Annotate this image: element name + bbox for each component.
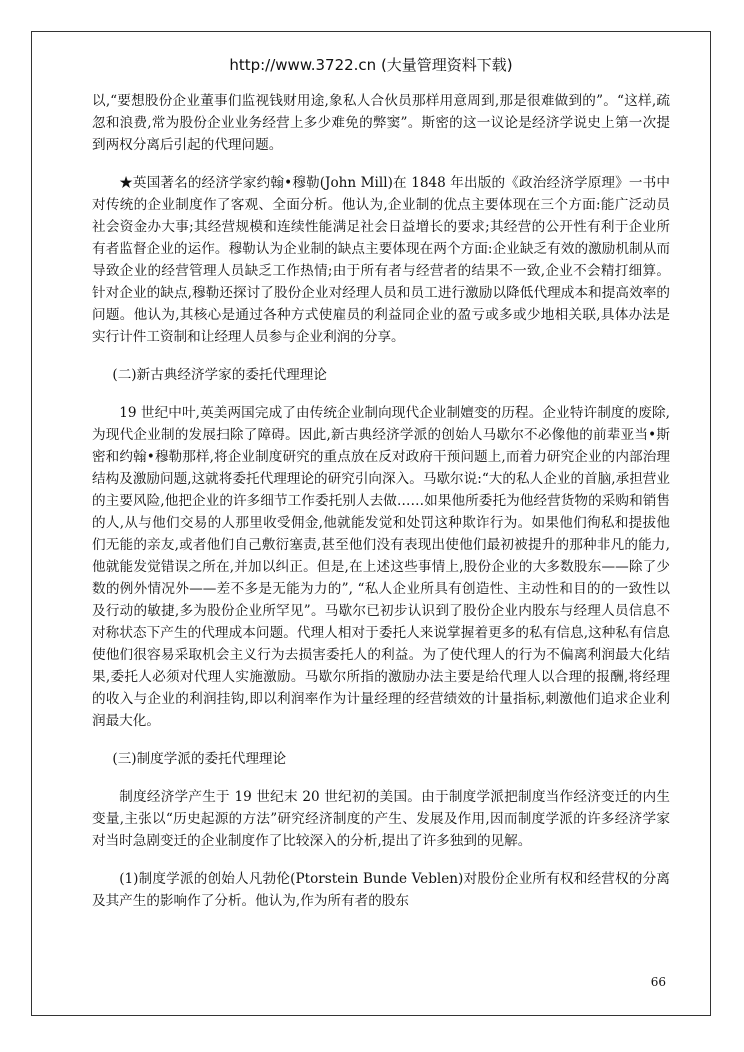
page-frame xyxy=(31,31,711,1016)
page-number: 66 xyxy=(650,975,666,989)
section-heading: (三)制度学派的委托代理理论 xyxy=(112,751,287,767)
paragraph: 19 世纪中叶,英美两国完成了由传统企业制向现代企业制嬗变的历程。企业特许制度的废除,为现代企业制的发展扫除了障碍。因此,新古典经济学派的创始人马歇尔不必像他的前辈亚当•斯密和约翰•穆勒那样,将企业制度研究的重点放在反对政府干预问题上,而着力研究企业的内部治理结构及激励问题,这就将委托代理理论的研究引向深入。马歇尔说:“大的私人企业的首脑,承担营业的主要风险,他把企业的许多细节工作委托别人去做……如果他所委托为他经营货物的采购和销售的人,从与他们交易的人那里收受佣金,他就能发觉和处罚这种欺诈行为。如果他们徇私和提拔他们无能的亲友,或者他们自己敷衍塞责,甚至他们没有表现出使他们最初被提升的那种非凡的能力,他就能发觉错误之所在,并加以纠正。但是,在上述这些事情上,股份企业的大多数股东——除了少数的例外情况外——差不多是无能为力的”, “私人企业所具有创造性、主动性和目的的一致性以及行动的敏捷,多为股份企业所罕见”。马歇尔已初步认识到了股份企业内股东与经理人员信息不对称状态下产生的代理成本问题。代理人相对于委托人来说掌握着更多的私有信息,这种私有信息使他们很容易采取机会主义行为去损害委托人的利益。为了使代理人的行为不偏离利润最大化结果,委托人必须对代理人实施激励。马歇尔所指的激励办法主要是给代理人以合理的报酬,将经理的收入与企业的利润挂钩,即以利润率作为计量经理的经营绩效的计量指标,刺激他们追求企业利润最大化。 xyxy=(92,405,670,729)
paragraph: ★英国著名的经济学家约翰•穆勒(John Mill)在 1848 年出版的《政治经济学原理》一书中对传统的企业制度作了客观、全面分析。他认为,企业制的优点主要体现在三个方面:能广泛动员社会资金办大事;其经营规模和连续性能满足社会日益增长的要求;其经营的公开性有利于企业所有者监督企业的运作。穆勒认为企业制的缺点主要体现在两个方面:企业缺乏有效的激励机制从而导致企业的经营管理人员缺乏工作热情;由于所有者与经营者的结果不一致,企业不会精打细算。针对企业的缺点,穆勒还探讨了股份企业对经理人员和员工进行激励以降低代理成本和提高效率的问题。他认为,其核心是通过各种方式使雇员的利益同企业的盈亏或多或少地相关联,具体办法是实行计件工资制和让经理人员参与企业利润的分享。 xyxy=(92,175,670,345)
page-header-url[interactable]: http://www.3722.cn (大量管理资料下载) xyxy=(229,56,513,74)
section-heading: (二)新古典经济学家的委托代理理论 xyxy=(112,367,327,383)
paragraph: 制度经济学产生于 19 世纪末 20 世纪初的美国。由于制度学派把制度当作经济变迁的内生变量,主张以“历史起源的方法”研究经济制度的产生、发展及作用,因而制度学派的许多经济学家对当时急剧变迁的企业制度作了比较深入的分析,提出了许多独到的见解。 xyxy=(92,789,670,849)
paragraph: (1)制度学派的创始人凡勃伦(Ptorstein Bunde Veblen)对股份企业所有权和经营权的分离及其产生的影响作了分析。他认为,作为所有者的股东 xyxy=(92,871,670,909)
document-body xyxy=(92,90,670,928)
paragraph: 以,“要想股份企业董事们监视钱财用途,象私人合伙员那样用意周到,那是很难做到的”。“这样,疏忽和浪费,常为股份企业业务经营上多少难免的弊窦”。斯密的这一议论是经济学说史上第一次提到两权分离后引起的代理问题。 xyxy=(92,93,670,153)
